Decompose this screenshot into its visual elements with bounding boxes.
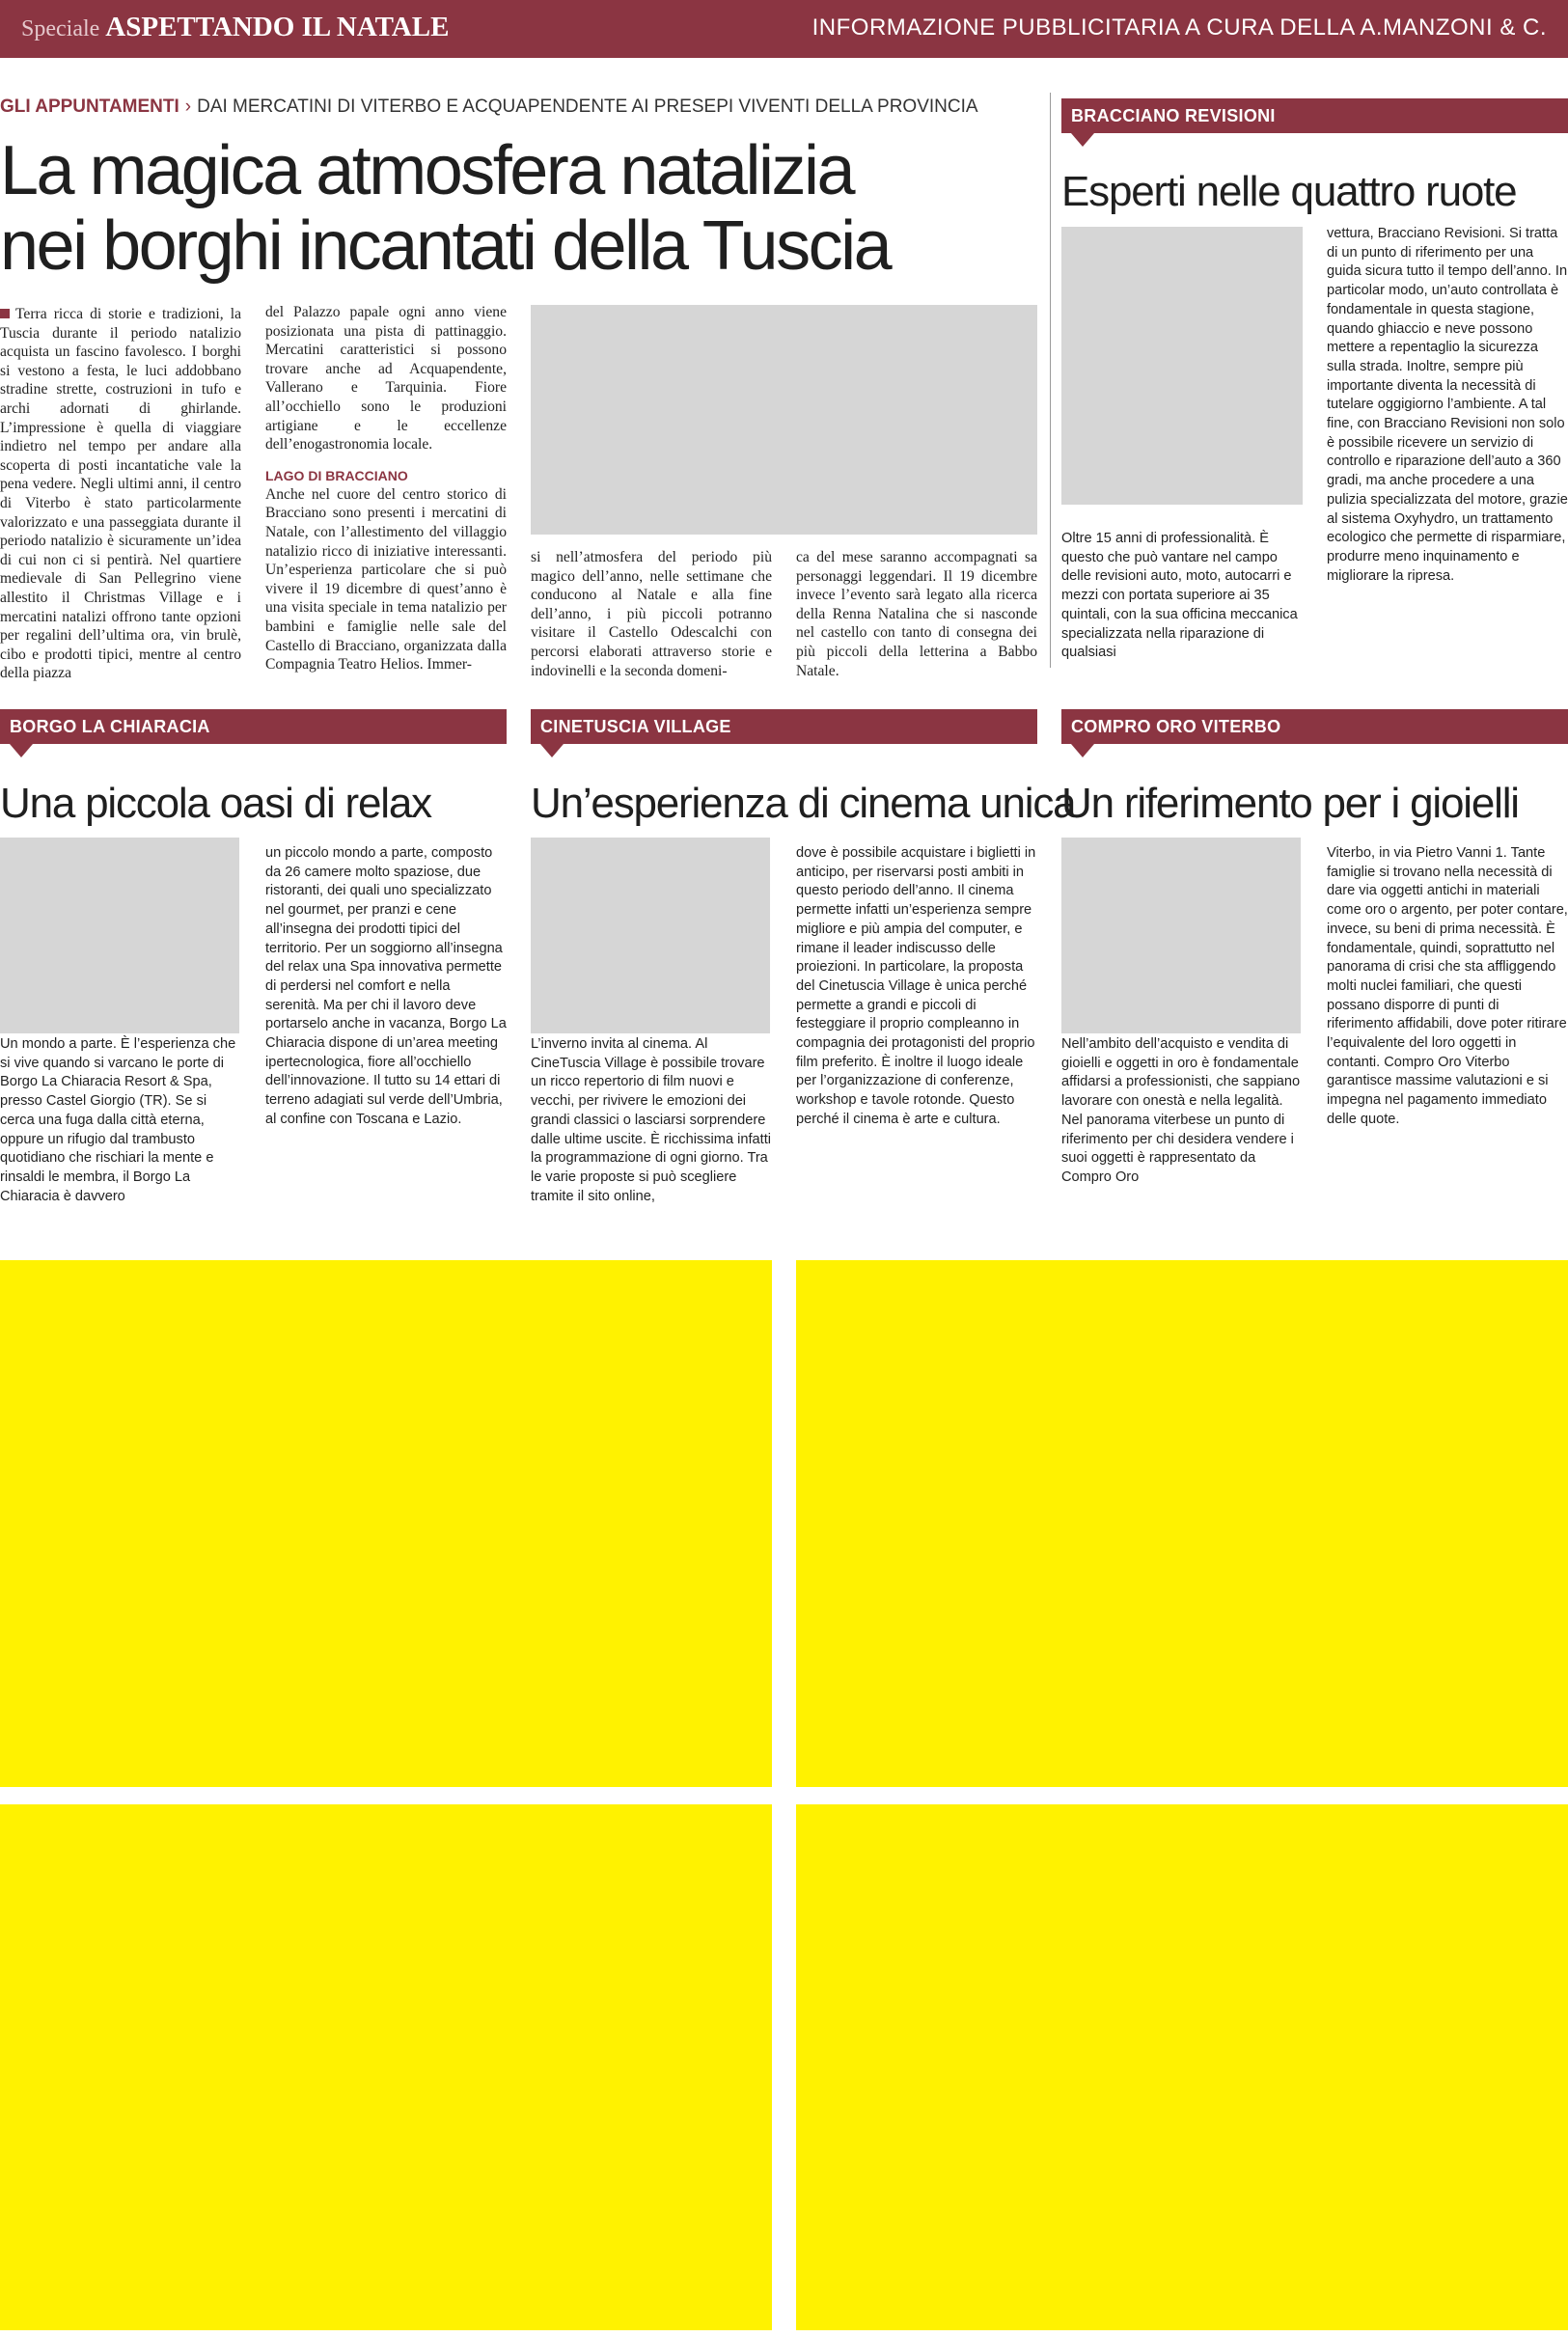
ad-block-bottom-right bbox=[796, 1804, 1568, 2330]
oro-column-1 bbox=[1061, 1035, 1303, 1188]
bracciano-column-2 bbox=[1327, 225, 1568, 586]
cinema-label-notch bbox=[540, 744, 564, 757]
section-title bbox=[21, 12, 449, 43]
ad-block-top-left bbox=[0, 1260, 772, 1787]
article-column-2-text: del Palazzo papale ogni anno viene posizionata una pista di pattinaggio. Mercatini caratteristici si possono trovare anche ad Acquapendente, Vallerano e Tarquinia. Fiore all’occhiello sono le produzioni artigiane e le eccellenze dell’enogastronomia locale. bbox=[265, 304, 507, 454]
article-column-4 bbox=[796, 548, 1037, 680]
borgo-label: BORGO LA CHIARACIA bbox=[0, 709, 507, 744]
borgo-title: Una piccola oasi di relax bbox=[0, 780, 431, 827]
advertising-notice: INFORMAZIONE PUBBLICITARIA A CURA DELLA A.MANZONI & C. bbox=[812, 14, 1547, 41]
cinema-column-2 bbox=[796, 844, 1037, 1130]
article-column-1-text: Terra ricca di storie e tradizioni, la Tuscia durante il periodo natalizio acquista un fascino favolesco. I borghi si vestono a festa, le luci addobbano stradine strette, costruzioni in tufo e archi adornati di ghirlande. L’impressione è quella di viaggiare indietro nel tempo per andare alla scoperta di posti incantatiche vale la pena vedere. Negli ultimi anni, il centro di Viterbo è stato particolarmente valorizzato e una passeggiata durante il periodo natalizio è sicuramente un’idea di cui non ci si pentirà. Nel quartiere medievale di San Pellegrino viene allestito il Christmas Village e i mercatini natalizi offrono tante opzioni per regalini dell’ultima ora, vin brulè, cibo e prodotti tipici, mentre al centro della piazza bbox=[0, 306, 241, 682]
ad-block-top-right bbox=[796, 1260, 1568, 1787]
ad-block-bottom-left bbox=[0, 1804, 772, 2330]
article-kicker bbox=[0, 96, 978, 118]
borgo-column-1 bbox=[0, 1035, 239, 1206]
article-column-3 bbox=[531, 548, 772, 680]
bracciano-title: Esperti nelle quattro ruote bbox=[1061, 168, 1517, 215]
cinema-column-1-text: L’inverno invita al cinema. Al CineTuscia Village è possibile trovare un ricco repertorio di film nuovi e vecchi, per rivivere le emozioni dei grandi classici o lasciarsi sorprendere dalle ultime uscite. È ricchissima infatti la programmazione di ogni giorno. Tra le varie proposte si può scegliere tramite il sito online, bbox=[531, 1036, 771, 1204]
section-header-bar bbox=[0, 0, 1568, 58]
borgo-column-2-text: un piccolo mondo a parte, composto da 26 camere molto spaziose, due ristoranti, dei quali uno specializzato nel gourmet, per pranzi e cene all’insegna dei prodotti tipici del territorio. Per un soggiorno all’insegna del relax una Spa innovativa permette di perdersi nel comfort e nella serenità. Ma per chi il lavoro deve portarselo anche in vacanza, Borgo La Chiaracia dispone di un’area meeting ipertecnologica, fiore all’occhiello dell’innovazione. Il tutto su 14 ettari di terreno adagiati sul verde dell’Umbria, al confine con Toscana e Lazio. bbox=[265, 845, 507, 1127]
lead-marker bbox=[0, 309, 10, 318]
article-headline bbox=[0, 133, 1023, 284]
article-column-3-text: si nell’atmosfera del periodo più magico dell’anno, nelle settimane che conducono al Natale e alla fine dell’anno, i più piccoli potranno visitare il Castello Odescalchi con percorsi elaborati attraverso storie e indovinelli e la seconda domeni- bbox=[531, 549, 772, 679]
article-image bbox=[531, 305, 1037, 535]
kicker-separator: › bbox=[184, 96, 192, 117]
bracciano-label-notch bbox=[1071, 133, 1094, 147]
bracciano-image bbox=[1061, 227, 1303, 505]
bracciano-column-2-text: vettura, Bracciano Revisioni. Si tratta di un punto di riferimento per una guida sicura tutto il tempo dell’anno. In particolar modo, un’auto controllata è fondamentale in questa stagione, quando ghiaccio e neve possono mettere a repentaglio la sicurezza sulla strada. Inoltre, sempre più importante diventa la necessità di tutelare oggigiorno l’ambiente. A tal fine, con Bracciano Revisioni non solo è possibile ricevere un servizio di controllo e riparazione dell’auto a 360 gradi, ma anche procedere a una pulizia specializzata del motore, grazie al sistema Oxyhydro, un trattamento ecologico che permette di risparmiare, produrre meno inquinamento e migliorare la ripresa. bbox=[1327, 226, 1568, 584]
section-prefix: Speciale bbox=[21, 16, 100, 41]
article-column-2 bbox=[265, 303, 507, 674]
kicker-category: GLI APPUNTAMENTI bbox=[0, 96, 179, 117]
oro-label: COMPRO ORO VITERBO bbox=[1061, 709, 1568, 744]
article-column-4-text: ca del mese saranno accompagnati sa personaggi leggendari. Il 19 dicembre invece l’evento sarà legato alla ricerca della Renna Natalina che si nasconde nel castello con tanto di consegna dei più piccoli della letterina a Babbo Natale. bbox=[796, 549, 1037, 679]
cinema-image bbox=[531, 838, 770, 1033]
oro-column-2-text: Viterbo, in via Pietro Vanni 1. Tante famiglie si trovano nella necessità di dare via oggetti antichi in materiali come oro o argento, per poter contare, invece, su beni di prima necessità. È fondamentale, quindi, soprattutto nel panorama di crisi che sta affliggendo molti nuclei familiari, che questi possano disporre di punti di riferimento affidabili, dove poter ritirare l’equivalente del loro oggetti in contanti. Compro Oro Viterbo garantisce massime valutazioni e si impegna nel pagamento immediato delle quote. bbox=[1327, 845, 1568, 1127]
borgo-column-2 bbox=[265, 844, 507, 1130]
headline-line-1: La magica atmosfera natalizia bbox=[0, 132, 853, 209]
oro-image bbox=[1061, 838, 1301, 1033]
borgo-image bbox=[0, 838, 239, 1033]
column-divider bbox=[1050, 93, 1051, 668]
oro-title: Un riferimento per i gioielli bbox=[1061, 780, 1519, 827]
article-column-2b-text: Anche nel cuore del centro storico di Bracciano sono presenti i mercatini di Natale, con l’allestimento del villaggio natalizio ricco di iniziative interessanti. Un’esperienza particolare che si può vivere il 19 dicembre di quest’anno è una visita speciale in tema natalizio per bambini e famiglie nelle sale del Castello di Bracciano, organizzata dalla Compagnia Teatro Helios. Immer- bbox=[265, 485, 507, 674]
oro-label-notch bbox=[1071, 744, 1094, 757]
borgo-column-1-text: Un mondo a parte. È l’esperienza che si vive quando si varcano le porte di Borgo La Chiaracia Resort & Spa, presso Castel Giorgio (TR). Se si cerca una fuga dalla città eterna, oppure un rifugio dal trambusto quotidiano che rischiari la mente e rinsaldi le membra, il Borgo La Chiaracia è davvero bbox=[0, 1036, 236, 1204]
cinema-label: CINETUSCIA VILLAGE bbox=[531, 709, 1037, 744]
section-name: ASPETTANDO IL NATALE bbox=[105, 12, 450, 42]
cinema-title: Un’esperienza di cinema unica bbox=[531, 780, 1076, 827]
headline-line-2: nei borghi incantati della Tuscia bbox=[0, 207, 891, 285]
cinema-column-2-text: dove è possibile acquistare i biglietti in anticipo, per riservarsi posti ambiti in questo periodo dell’anno. Il cinema permette infatti un’esperienza sempre migliore e più ampia del computer, e rimane il leader indiscusso delle proiezioni. In particolare, la proposta del Cinetuscia Village è unica perché permette a grandi e piccoli di festeggiare il proprio compleanno in compagnia dei protagonisti del proprio film preferito. È inoltre il luogo ideale per l’organizzazione di conferenze, workshop e tavole rotonde. Questo perché il cinema è arte e cultura. bbox=[796, 845, 1036, 1127]
bracciano-column-1-text: Oltre 15 anni di professionalità. È questo che può vantare nel campo delle revisioni auto, moto, autocarri e mezzi con portata superiore ai 35 quintali, con la sua officina meccanica specializzata nella riparazione di qualsiasi bbox=[1061, 531, 1298, 661]
cinema-column-1 bbox=[531, 1035, 772, 1206]
oro-column-2 bbox=[1327, 844, 1568, 1130]
oro-column-1-text: Nell’ambito dell’acquisto e vendita di gioielli e oggetti in oro è fondamentale affidarsi a professionisti, che sappiano lavorare con onestà e nella legalità. Nel panorama viterbese un punto di riferimento per chi desidera vendere i suoi oggetti è rappresentato da Compro Oro bbox=[1061, 1036, 1301, 1185]
article-column-1 bbox=[0, 305, 241, 683]
bracciano-label: BRACCIANO REVISIONI bbox=[1061, 98, 1568, 133]
kicker-text: DAI MERCATINI DI VITERBO E ACQUAPENDENTE AI PRESEPI VIVENTI DELLA PROVINCIA bbox=[197, 96, 978, 117]
bracciano-column-1 bbox=[1061, 530, 1303, 663]
subheading-lago-di-bracciano: LAGO DI BRACCIANO bbox=[265, 467, 408, 483]
borgo-label-notch bbox=[10, 744, 33, 757]
